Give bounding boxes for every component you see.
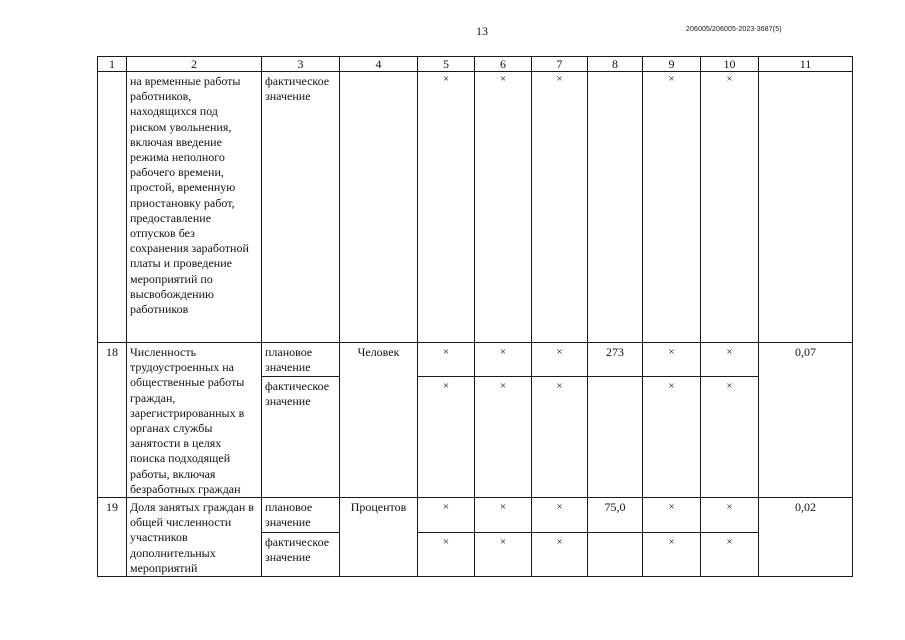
not-applicable-mark: ×	[701, 376, 759, 498]
value-kind	[262, 532, 340, 576]
indicator-description	[127, 498, 262, 577]
value-kind-text: фактическое значение	[265, 378, 330, 408]
not-applicable-mark: ×	[701, 532, 759, 576]
value-kind-text: фактическое значение	[265, 74, 330, 104]
unit-cell	[340, 72, 418, 343]
document-id: 206005/206005-2023-3687(5)	[686, 26, 782, 33]
indicator-description-text: Доля занятых граждан в общей численности участников дополнительных мероприятий	[130, 500, 254, 575]
not-applicable-mark: ×	[643, 498, 701, 533]
not-applicable-mark: ×	[418, 72, 475, 343]
indicator-description	[127, 343, 262, 498]
page-number: 13	[476, 24, 488, 38]
not-applicable-mark: ×	[475, 498, 532, 533]
weight-cell	[759, 72, 853, 343]
not-applicable-mark: ×	[643, 376, 701, 498]
indicator-table	[97, 56, 853, 577]
indicator-description-text: на временные работы работников, находящихся под риском увольнения, включая введение режима неполного рабочего времени, простой, временную приостановку работ, предоставление отпусков без сохранения заработной платы и проведение мероприятий по высвобождению работников	[130, 74, 249, 317]
not-applicable-mark: ×	[701, 72, 759, 343]
column-number: 2	[127, 57, 262, 72]
not-applicable-mark: ×	[475, 532, 532, 576]
unit-of-measure: Человек	[340, 343, 418, 498]
column-number: 11	[759, 57, 853, 72]
column-number: 9	[643, 57, 701, 72]
indicator-weight: 0,02	[759, 498, 853, 577]
continuation-row	[98, 72, 853, 343]
planned-value: 75,0	[588, 498, 643, 533]
not-applicable-mark: ×	[475, 343, 532, 377]
actual-value	[588, 376, 643, 498]
column-number: 4	[340, 57, 418, 72]
not-applicable-mark: ×	[418, 498, 475, 533]
value-kind	[262, 72, 340, 343]
column-number: 6	[475, 57, 532, 72]
not-applicable-mark: ×	[701, 498, 759, 533]
column-number-row	[98, 57, 853, 72]
not-applicable-mark: ×	[532, 376, 588, 498]
not-applicable-mark: ×	[532, 72, 588, 343]
value-kind	[262, 343, 340, 377]
column-number: 5	[418, 57, 475, 72]
indicator-description	[127, 72, 262, 343]
column-number: 10	[701, 57, 759, 72]
not-applicable-mark: ×	[643, 72, 701, 343]
not-applicable-mark: ×	[418, 532, 475, 576]
actual-value	[588, 532, 643, 576]
value-kind-text: фактическое значение	[265, 534, 330, 564]
value-kind	[262, 376, 340, 498]
not-applicable-mark: ×	[418, 343, 475, 377]
indicator-row-planned	[98, 498, 853, 533]
not-applicable-mark: ×	[418, 376, 475, 498]
row-number-cell	[98, 72, 127, 343]
not-applicable-mark: ×	[475, 72, 532, 343]
value-cell	[588, 72, 643, 343]
indicator-weight: 0,07	[759, 343, 853, 498]
column-number: 8	[588, 57, 643, 72]
column-number: 1	[98, 57, 127, 72]
not-applicable-mark: ×	[532, 498, 588, 533]
indicator-description-text: Численность трудоустроенных на общественные работы граждан, зарегистрированных в органах службы занятости в целях поиска подходящей работы, включая безработных граждан	[130, 345, 245, 496]
value-kind-text: плановое значение	[265, 345, 313, 375]
not-applicable-mark: ×	[475, 376, 532, 498]
not-applicable-mark: ×	[643, 532, 701, 576]
value-kind	[262, 498, 340, 533]
planned-value: 273	[588, 343, 643, 377]
column-number: 7	[532, 57, 588, 72]
not-applicable-mark: ×	[643, 343, 701, 377]
column-number: 3	[262, 57, 340, 72]
row-number: 19	[98, 498, 127, 577]
row-number: 18	[98, 343, 127, 498]
not-applicable-mark: ×	[532, 343, 588, 377]
unit-of-measure: Процентов	[340, 498, 418, 577]
not-applicable-mark: ×	[532, 532, 588, 576]
indicator-row-planned	[98, 343, 853, 377]
not-applicable-mark: ×	[701, 343, 759, 377]
value-kind-text: плановое значение	[265, 500, 313, 530]
